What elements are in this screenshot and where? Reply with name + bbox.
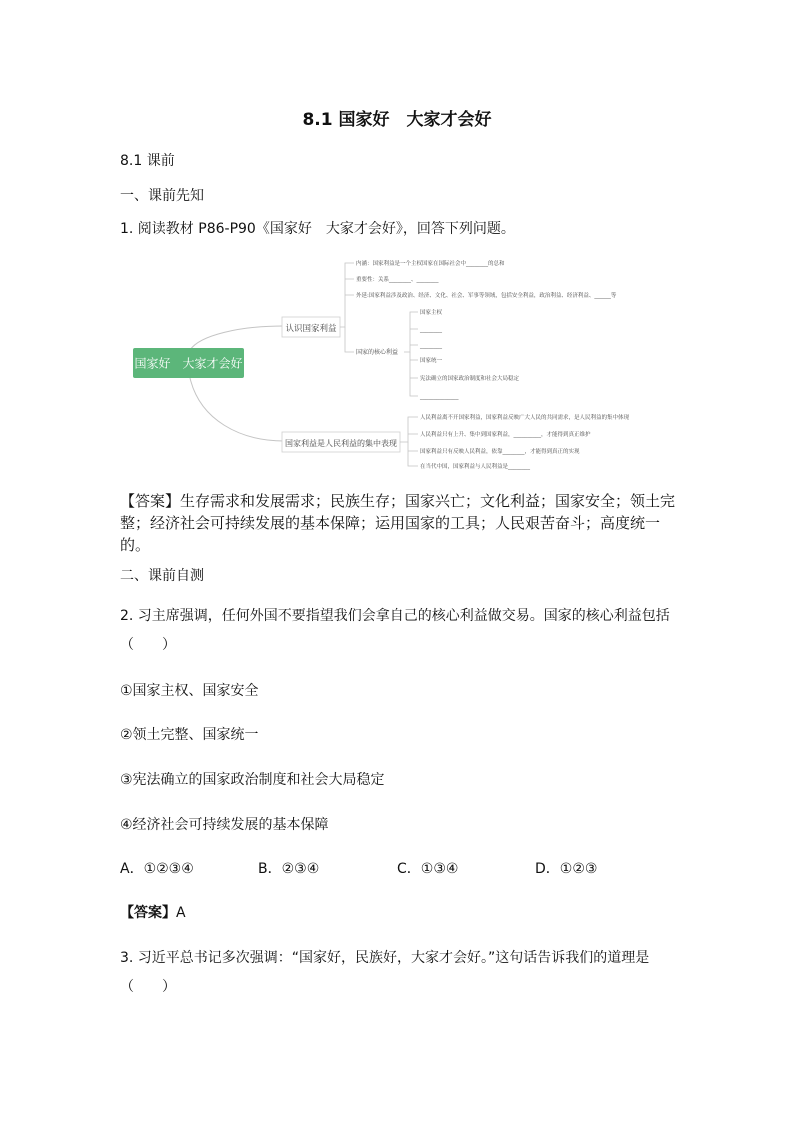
q2-option-c: C．①③④	[397, 861, 459, 877]
core-item-3: ________	[420, 343, 442, 349]
answer-2-label: 【答案】	[120, 905, 176, 921]
question-2-paren: （ ）	[120, 637, 176, 653]
q2-option-a: A．①②③④	[120, 861, 194, 877]
core-item-2: ________	[420, 327, 442, 333]
branch2-item-1: 人民利益离不开国家利益，国家利益反映广大人民的共同需求，是人民利益的集中体现	[420, 415, 630, 421]
question-1: 1. 阅读教材 P86-P90《国家好 大家才会好》，回答下列问题。	[120, 221, 515, 237]
connector-root-branch1	[190, 326, 284, 350]
q2-statement-1: ①国家主权、国家安全	[120, 683, 259, 699]
q2-option-b: B．②③④	[258, 861, 320, 877]
branch2-item-3: 国家利益只有反映人民利益，依靠________，才能得到真正的实现	[420, 449, 580, 455]
answer-2-value: A	[176, 905, 186, 921]
answer-1-label: 【答案】	[120, 492, 181, 510]
q2-statement-2: ②领土完整、国家统一	[120, 727, 259, 743]
branch1-item-2: 重要性：关系________、________	[356, 277, 439, 283]
mind-map	[0, 0, 794, 480]
branch2-item-2: 人民利益只有上升、集中到国家利益，__________，才能得到真正维护	[420, 432, 591, 438]
answer-1-text: 生存需求和发展需求；民族生存；国家兴亡；文化利益；国家安全；领土完整；经济社会可持续发展的基本保障；运用国家的工具；人民艰苦奋斗；高度统一的。	[120, 492, 676, 554]
document-title: 8.1 国家好 大家才会好	[302, 110, 492, 130]
branch1-text: 认识国家利益	[285, 324, 337, 334]
question-2: 2. 习主席强调，任何外国不要指望我们会拿自己的核心利益做交易。国家的核心利益包括	[120, 608, 670, 624]
core-item-6: ______________	[420, 394, 459, 400]
branch1-item-1: 内涵：国家利益是一个主权国家在国际社会中________的总和	[356, 261, 505, 267]
part2-heading: 二、课前自测	[120, 568, 204, 584]
q2-statement-4: ④经济社会可持续发展的基本保障	[120, 817, 329, 833]
question-3-paren: （ ）	[120, 979, 176, 995]
core-item-5: 宪法确立的国家政治制度和社会大局稳定	[420, 376, 520, 382]
answer-2	[120, 903, 186, 923]
mindmap-root-text: 国家好 大家才会好	[134, 356, 243, 371]
part1-heading: 一、课前先知	[120, 188, 204, 204]
core-item-1: 国家主权	[420, 310, 443, 316]
question-3: 3. 习近平总书记多次强调：“国家好，民族好，大家才会好。”这句话告诉我们的道理是	[120, 950, 650, 966]
section-label: 8.1 课前	[120, 153, 175, 169]
branch2-item-4: 在当代中国，国家利益与人民利益是________	[420, 464, 531, 470]
answer-1	[120, 490, 676, 556]
connector-root-branch2	[190, 378, 284, 441]
branch1-item-3: 外延:国家利益涉及政治、经济、文化、社会、军事等领域，包括安全利益，政治利益、经济利益、______等	[356, 293, 617, 299]
q2-statement-3: ③宪法确立的国家政治制度和社会大局稳定	[120, 772, 385, 788]
q2-option-d: D．①②③	[535, 861, 598, 877]
branch2-text: 国家利益是人民利益的集中表现	[285, 439, 397, 448]
core-item-4: 国家统一	[420, 358, 443, 364]
core-interest-label: 国家的核心利益	[356, 349, 399, 356]
